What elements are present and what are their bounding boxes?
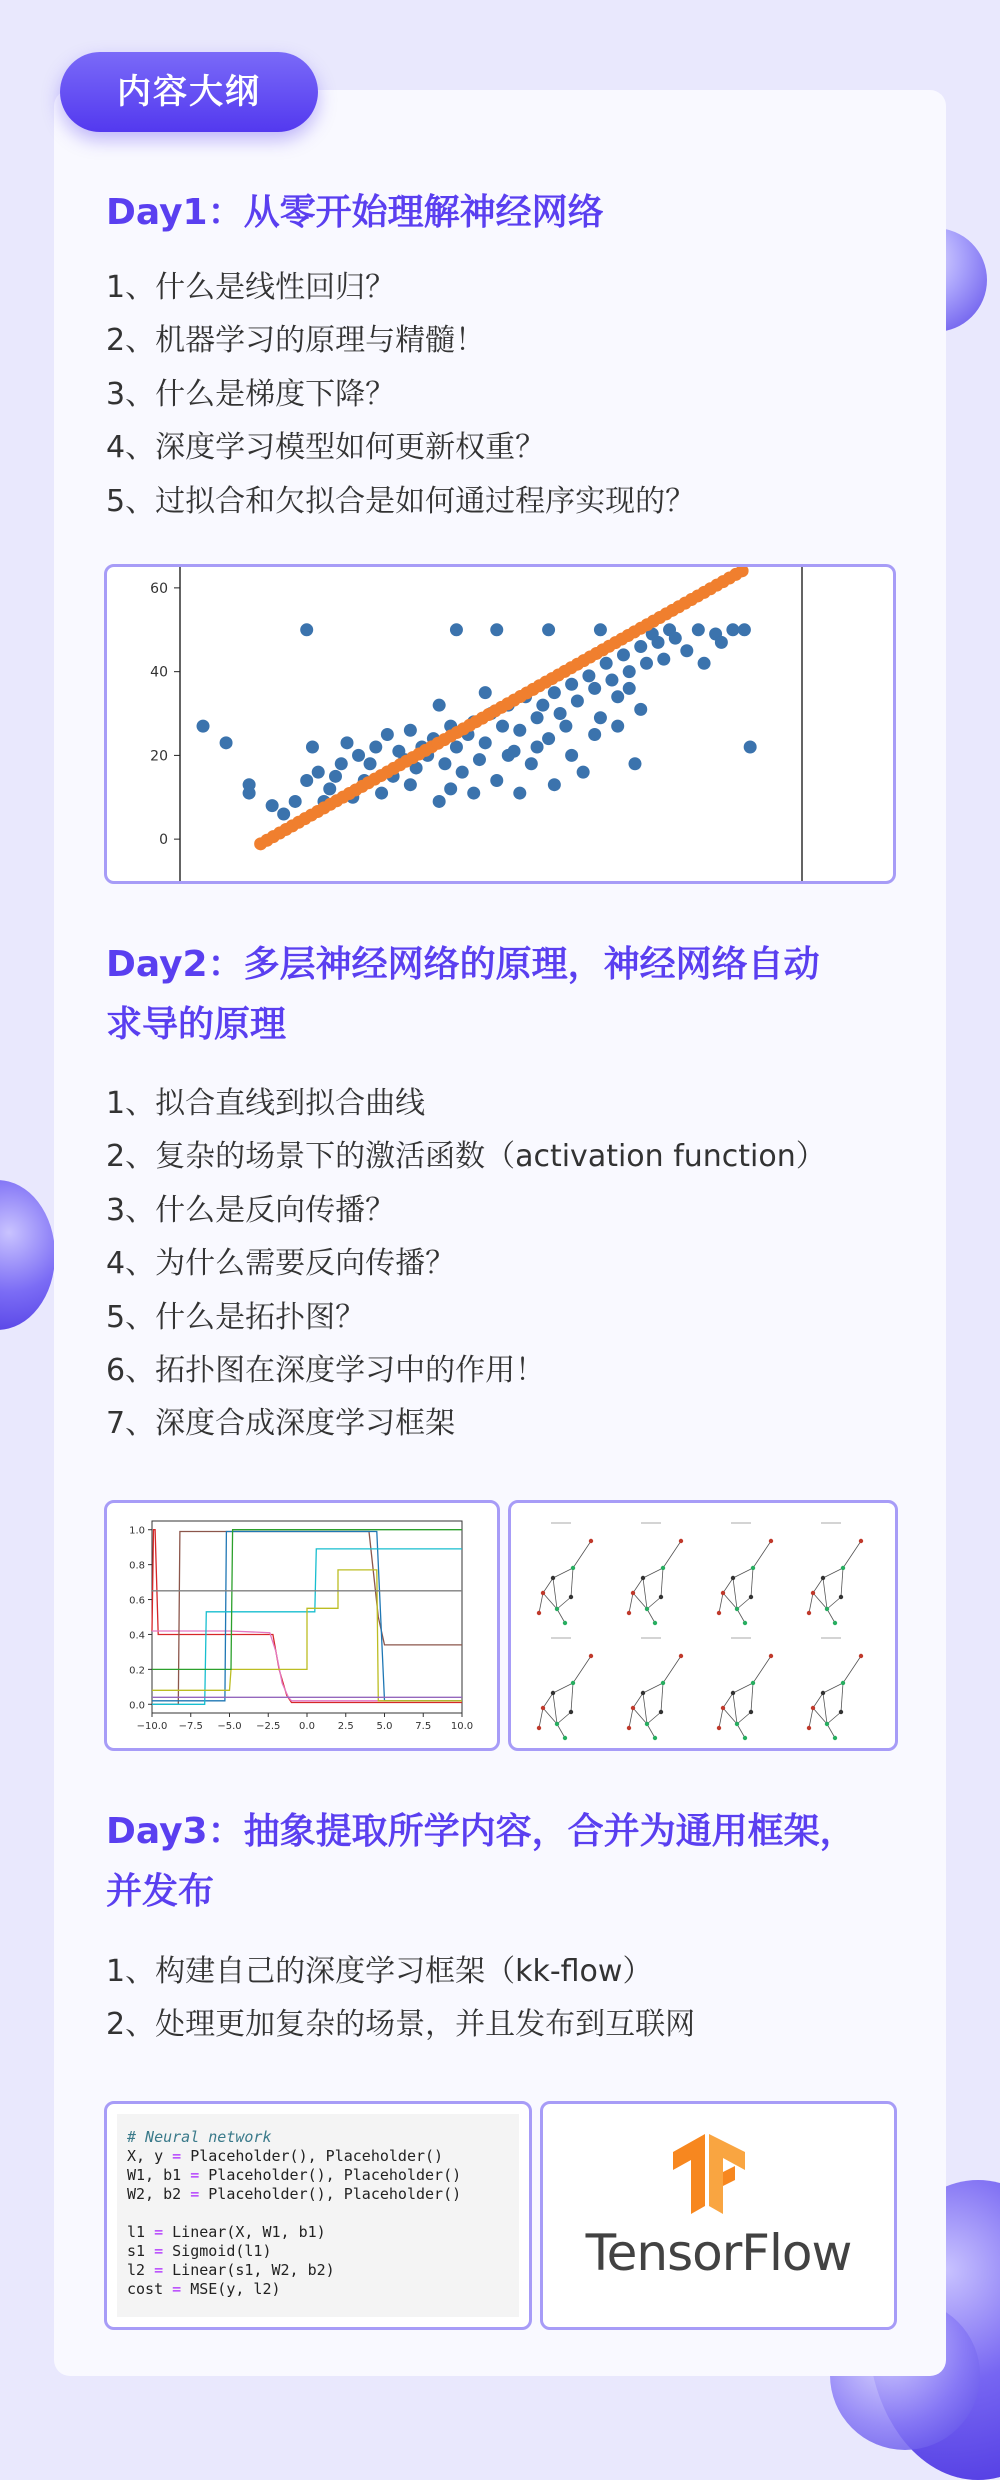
list-item: 1、什么是线性回归？: [106, 270, 396, 305]
graph-node: [627, 1726, 631, 1730]
graph-node: [679, 1539, 683, 1543]
scatter-point: [444, 782, 457, 795]
graph-edge: [813, 1578, 823, 1593]
scatter-point: [329, 770, 342, 783]
graph-node: [571, 1566, 575, 1570]
scatter-point: [559, 720, 572, 733]
scatter-point: [450, 741, 463, 754]
graph-node: [859, 1539, 863, 1543]
graph-edge: [823, 1693, 827, 1724]
graph-node: [653, 1621, 657, 1625]
graph-edge: [723, 1693, 733, 1708]
graph-edge: [809, 1593, 813, 1613]
graph-node: [551, 1691, 555, 1695]
graph-edge: [663, 1656, 681, 1683]
scatter-point: [692, 623, 705, 636]
graph-edge: [629, 1708, 633, 1728]
graph-edge: [557, 1712, 571, 1724]
scatter-point: [341, 736, 354, 749]
graph-edge: [553, 1683, 573, 1693]
graph-edge: [813, 1693, 823, 1708]
graph-edge: [553, 1578, 557, 1609]
list-item: 4、为什么需要反向传播？: [106, 1246, 456, 1282]
graph-edge: [719, 1708, 723, 1728]
code-line: W2, b2 = Placeholder(), Placeholder(): [127, 2185, 462, 2203]
scatter-point: [542, 623, 555, 636]
scatter-point: [479, 686, 492, 699]
graph-node: [731, 1691, 735, 1695]
scatter-point: [611, 690, 624, 703]
graph-edge: [571, 1683, 573, 1712]
graph-edge: [841, 1683, 843, 1712]
code-line: l2 = Linear(s1, W2, b2): [127, 2261, 335, 2279]
scatter-point: [335, 757, 348, 770]
scatter-point: [577, 766, 590, 779]
scatter-point: [473, 753, 486, 766]
scatter-point: [565, 749, 578, 762]
y-tick-label: 0.2: [129, 1665, 145, 1677]
graph-edge: [751, 1683, 753, 1712]
list-item: 2、复杂的场景下的激活函数（activation function）: [106, 1139, 826, 1175]
graph-node: [659, 1710, 663, 1714]
tensorflow-logo-panel: [540, 2101, 897, 2330]
graph-edge: [719, 1593, 723, 1613]
y-tick-label: 0: [159, 832, 168, 849]
x-tick-label: −5.0: [217, 1721, 242, 1732]
graph-node: [541, 1706, 545, 1710]
graph-node: [721, 1591, 725, 1595]
graph-node: [807, 1611, 811, 1615]
code-snippet-panel: [104, 2101, 532, 2330]
graph-node: [541, 1591, 545, 1595]
graph-edge: [737, 1609, 745, 1623]
graph-node: [653, 1736, 657, 1740]
graph-edge: [663, 1541, 681, 1568]
graph-edge: [737, 1712, 751, 1724]
scatter-point: [243, 787, 256, 800]
scatter-point: [300, 623, 313, 636]
graph-node: [563, 1736, 567, 1740]
graph-node: [751, 1566, 755, 1570]
graph-node: [631, 1591, 635, 1595]
scatter-point: [300, 774, 313, 787]
scatter-point: [531, 741, 544, 754]
graph-node: [749, 1595, 753, 1599]
scatter-point: [531, 711, 544, 724]
graph-node: [659, 1595, 663, 1599]
graph-edge: [643, 1693, 647, 1724]
scatter-point: [496, 720, 509, 733]
graph-node: [821, 1691, 825, 1695]
graph-node: [735, 1607, 739, 1611]
x-tick-label: −7.5: [178, 1721, 203, 1732]
graph-edge: [843, 1541, 861, 1568]
scatter-point: [652, 636, 665, 649]
list-item: 2、机器学习的原理与精髓！: [106, 323, 486, 359]
scatter-point: [600, 657, 613, 670]
scatter-point: [197, 720, 210, 733]
list-item: 6、拓扑图在深度学习中的作用！: [106, 1353, 546, 1389]
scatter-point: [456, 766, 469, 779]
scatter-point: [323, 782, 336, 795]
graph-node: [589, 1654, 593, 1658]
graph-node: [589, 1539, 593, 1543]
x-tick-label: −10.0: [136, 1721, 168, 1732]
y-tick-label: 40: [150, 664, 168, 681]
graph-node: [645, 1722, 649, 1726]
graph-node: [821, 1576, 825, 1580]
graph-edge: [573, 1656, 591, 1683]
topology-graph-image: [511, 1503, 895, 1748]
list-item: 1、构建自己的深度学习框架（kk-flow）: [106, 1954, 653, 1989]
scatter-point: [744, 741, 757, 754]
graph-node: [555, 1722, 559, 1726]
x-tick-label: 0.0: [299, 1721, 315, 1732]
graph-node: [841, 1681, 845, 1685]
graph-edge: [823, 1578, 827, 1609]
graph-node: [551, 1576, 555, 1580]
list-item: 5、什么是拓扑图？: [106, 1299, 366, 1335]
scatter-point: [640, 657, 653, 670]
x-tick-label: 5.0: [376, 1721, 393, 1732]
day3-title: [106, 1802, 916, 1922]
graph-node: [717, 1726, 721, 1730]
graph-node: [833, 1621, 837, 1625]
scatter-point: [623, 682, 636, 695]
code-line: W1, b1 = Placeholder(), Placeholder(): [127, 2166, 462, 2184]
scatter-point: [611, 720, 624, 733]
outline-badge: 内容大纲: [60, 52, 318, 132]
graph-edge: [633, 1578, 643, 1593]
graph-edge: [643, 1578, 647, 1609]
scatter-point: [404, 778, 417, 791]
graph-node: [743, 1621, 747, 1625]
graph-edge: [661, 1568, 663, 1597]
graph-node: [537, 1726, 541, 1730]
graph-node: [645, 1607, 649, 1611]
tensorflow-wordmark: TensorFlow: [585, 2224, 852, 2282]
graph-node: [743, 1736, 747, 1740]
scatter-point: [467, 787, 480, 800]
graph-node: [825, 1722, 829, 1726]
graph-edge: [573, 1541, 591, 1568]
day1-title: Day1：从零开始理解神经网络: [106, 192, 604, 233]
list-item: 5、过拟合和欠拟合是如何通过程序实现的？: [106, 483, 696, 519]
day1-list: [106, 261, 695, 528]
code-blank-line: [127, 2204, 519, 2223]
list-item: 7、深度合成深度学习框架: [106, 1406, 456, 1442]
list-item: 4、深度学习模型如何更新权重？: [106, 430, 546, 466]
graph-node: [807, 1726, 811, 1730]
list-item: 3、什么是梯度下降？: [106, 376, 396, 412]
topology-graph-panel: [508, 1500, 898, 1751]
graph-edge: [557, 1724, 565, 1738]
code-line: X, y = Placeholder(), Placeholder(): [127, 2147, 444, 2165]
scatter-point: [479, 736, 492, 749]
graph-edge: [543, 1693, 553, 1708]
graph-edge: [733, 1683, 753, 1693]
scatter-point: [628, 757, 641, 770]
graph-node: [811, 1706, 815, 1710]
graph-edge: [733, 1578, 737, 1609]
scatter-point: [588, 728, 601, 741]
graph-node: [859, 1654, 863, 1658]
x-tick-label: 2.5: [337, 1721, 354, 1732]
graph-edge: [553, 1693, 557, 1724]
scatter-point: [369, 741, 382, 754]
graph-node: [641, 1691, 645, 1695]
graph-edge: [633, 1693, 643, 1708]
scatter-point: [571, 694, 584, 707]
graph-edge: [647, 1609, 655, 1623]
graph-node: [537, 1611, 541, 1615]
scatter-point: [582, 669, 595, 682]
graph-edge: [647, 1712, 661, 1724]
scatter-point: [433, 699, 446, 712]
scatter-point: [698, 657, 711, 670]
graph-edge: [823, 1683, 843, 1693]
graph-node: [751, 1681, 755, 1685]
graph-node: [717, 1611, 721, 1615]
graph-edge: [557, 1609, 565, 1623]
graph-node: [769, 1654, 773, 1658]
scatter-point: [605, 674, 618, 687]
graph-edge: [733, 1568, 753, 1578]
scatter-point: [306, 741, 319, 754]
graph-edge: [539, 1593, 543, 1613]
y-tick-label: 0.8: [129, 1560, 145, 1572]
scatter-point: [542, 732, 555, 745]
graph-node: [731, 1576, 735, 1580]
scatter-point: [220, 736, 233, 749]
graph-node: [839, 1710, 843, 1714]
scatter-point: [634, 703, 647, 716]
day2-title: [106, 935, 916, 1055]
graph-node: [661, 1681, 665, 1685]
graph-edge: [823, 1568, 843, 1578]
y-tick-label: 0.0: [129, 1700, 145, 1712]
code-comment: # Neural network: [127, 2128, 272, 2146]
graph-node: [641, 1576, 645, 1580]
graph-edge: [827, 1597, 841, 1609]
graph-node: [571, 1681, 575, 1685]
x-tick-label: 10.0: [450, 1721, 474, 1732]
graph-edge: [643, 1568, 663, 1578]
scatter-point: [433, 795, 446, 808]
graph-node: [555, 1607, 559, 1611]
scatter-point: [548, 686, 561, 699]
scatter-point: [312, 766, 325, 779]
y-tick-label: 0.4: [129, 1630, 145, 1642]
code-line: cost = MSE(y, l2): [127, 2280, 281, 2298]
scatter-point: [513, 787, 526, 800]
scatter-point: [588, 682, 601, 695]
graph-edge: [751, 1568, 753, 1597]
graph-node: [735, 1722, 739, 1726]
y-tick-label: 0.6: [129, 1595, 145, 1607]
x-tick-label: 7.5: [415, 1721, 432, 1732]
scatter-point: [738, 623, 751, 636]
scatter-point: [554, 707, 567, 720]
scatter-point: [617, 648, 630, 661]
graph-node: [679, 1654, 683, 1658]
graph-node: [563, 1621, 567, 1625]
scatter-point: [525, 757, 538, 770]
graph-edge: [661, 1683, 663, 1712]
graph-edge: [629, 1593, 633, 1613]
graph-edge: [733, 1693, 737, 1724]
activation-line-chart: [107, 1503, 497, 1748]
scatter-point: [594, 623, 607, 636]
graph-node: [841, 1566, 845, 1570]
day3-list: [106, 1945, 695, 2052]
graph-edge: [753, 1541, 771, 1568]
code-line: s1 = Sigmoid(l1): [127, 2242, 272, 2260]
graph-node: [769, 1539, 773, 1543]
day3-title-line2: 并发布: [106, 1871, 215, 1912]
scatter-point: [634, 640, 647, 653]
scatter-point: [375, 787, 388, 800]
scatter-point: [450, 623, 463, 636]
graph-node: [627, 1611, 631, 1615]
graph-node: [811, 1591, 815, 1595]
regression-scatter-chart: [107, 567, 893, 881]
scatter-point: [513, 724, 526, 737]
graph-edge: [723, 1578, 733, 1593]
scatter-point: [565, 678, 578, 691]
scatter-point: [490, 774, 503, 787]
scatter-point: [536, 699, 549, 712]
graph-edge: [843, 1656, 861, 1683]
scatter-point: [502, 749, 515, 762]
graph-edge: [543, 1578, 553, 1593]
graph-edge: [539, 1708, 543, 1728]
graph-edge: [737, 1597, 751, 1609]
y-tick-label: 60: [150, 580, 168, 597]
graph-edge: [557, 1597, 571, 1609]
list-item: 3、什么是反向传播？: [106, 1192, 396, 1228]
graph-edge: [647, 1724, 655, 1738]
regression-scatter-panel: [104, 564, 896, 884]
day2-title-line1: Day2：多层神经网络的原理，神经网络自动: [106, 944, 820, 985]
scatter-point: [289, 795, 302, 808]
y-tick-label: 20: [150, 748, 168, 765]
graph-node: [749, 1710, 753, 1714]
graph-edge: [809, 1708, 813, 1728]
graph-node: [569, 1710, 573, 1714]
scatter-point: [669, 632, 682, 645]
graph-edge: [753, 1656, 771, 1683]
graph-node: [839, 1595, 843, 1599]
graph-edge: [647, 1597, 661, 1609]
y-tick-label: 1.0: [129, 1525, 145, 1537]
scatter-point: [548, 778, 561, 791]
scatter-point: [680, 644, 693, 657]
scatter-point: [657, 653, 670, 666]
day2-list: [106, 1077, 826, 1451]
graph-edge: [841, 1568, 843, 1597]
graph-edge: [827, 1712, 841, 1724]
decorative-orb: [0, 1180, 55, 1330]
day2-title-line2: 求导的原理: [106, 1004, 287, 1045]
scatter-point: [266, 799, 279, 812]
code-block: [117, 2114, 519, 2317]
x-tick-label: −2.5: [256, 1721, 281, 1732]
graph-edge: [827, 1724, 835, 1738]
graph-edge: [571, 1568, 573, 1597]
graph-node: [631, 1706, 635, 1710]
scatter-point: [381, 728, 394, 741]
scatter-point: [438, 757, 451, 770]
activation-series-line: [152, 1570, 462, 1701]
scatter-point: [490, 623, 503, 636]
graph-node: [825, 1607, 829, 1611]
list-item: 1、拟合直线到拟合曲线: [106, 1086, 426, 1121]
scatter-point: [364, 757, 377, 770]
scatter-point: [404, 724, 417, 737]
graph-node: [661, 1566, 665, 1570]
day3-title-line1: Day3：抽象提取所学内容，合并为通用框架，: [106, 1811, 856, 1852]
graph-node: [833, 1736, 837, 1740]
graph-node: [569, 1595, 573, 1599]
graph-node: [721, 1706, 725, 1710]
scatter-point: [277, 808, 290, 821]
list-item: 2、处理更加复杂的场景，并且发布到互联网: [106, 2007, 696, 2043]
graph-edge: [737, 1724, 745, 1738]
scatter-point: [352, 749, 365, 762]
tensorflow-logo-icon: [543, 2104, 894, 2214]
code-line: l1 = Linear(X, W1, b1): [127, 2223, 326, 2241]
activation-line-panel: [104, 1500, 500, 1751]
graph-edge: [643, 1683, 663, 1693]
scatter-point: [715, 636, 728, 649]
scatter-point: [726, 623, 739, 636]
scatter-point: [623, 665, 636, 678]
graph-edge: [553, 1568, 573, 1578]
graph-edge: [827, 1609, 835, 1623]
scatter-point: [594, 711, 607, 724]
